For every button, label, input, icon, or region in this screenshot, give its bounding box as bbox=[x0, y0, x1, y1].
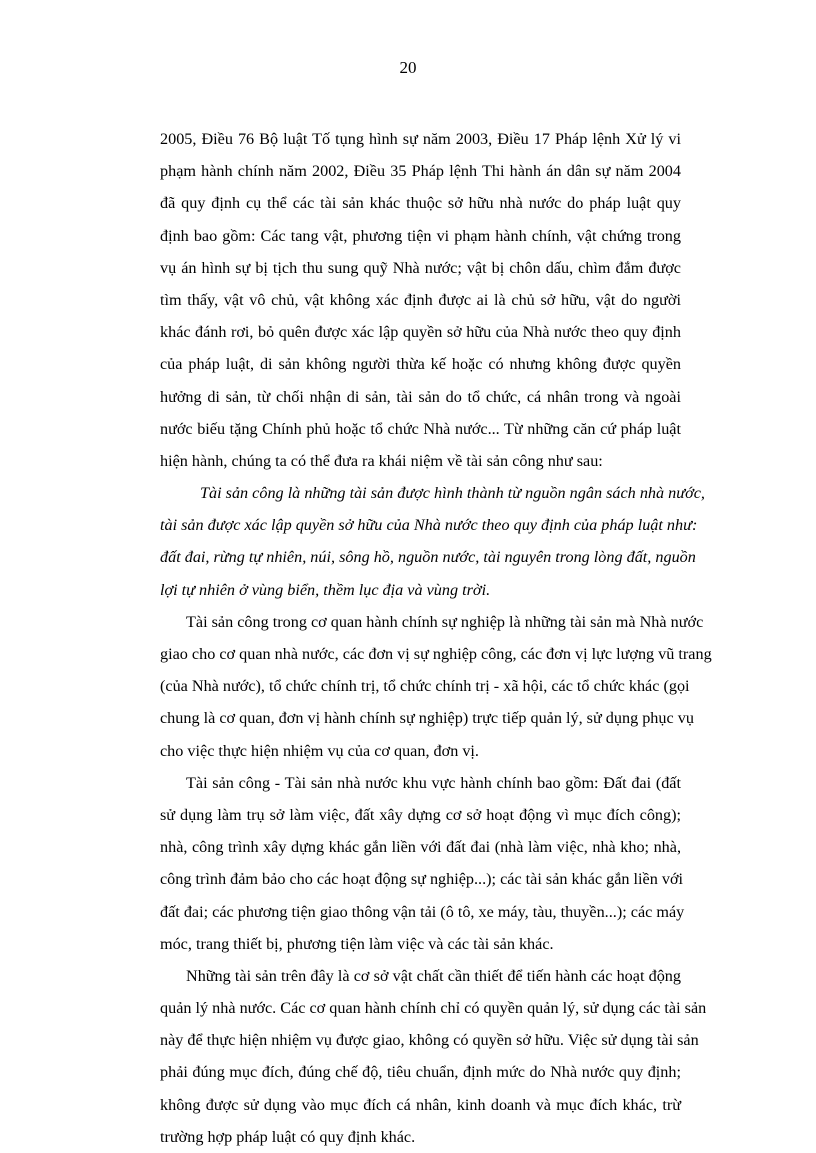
text-line: phải đúng mục đích, đúng chế độ, tiêu chuẩn, định mức do Nhà nước quy định; bbox=[160, 1063, 681, 1082]
definition-paragraph bbox=[160, 477, 705, 606]
text-line: trường hợp pháp luật có quy định khác. bbox=[160, 1127, 416, 1146]
text-line: định bao gồm: Các tang vật, phương tiện vi phạm hành chính, vật chứng trong bbox=[160, 226, 681, 245]
text-line: công trình đảm bảo cho các hoạt động sự nghiệp...); các tài sản khác gắn liền với bbox=[160, 870, 684, 889]
text-line: hưởng di sản, từ chối nhận di sản, tài sản do tổ chức, cá nhân trong và ngoài bbox=[160, 387, 681, 406]
text-line: giao cho cơ quan nhà nước, các đơn vị sự nghiệp công, các đơn vị lực lượng vũ trang bbox=[160, 645, 712, 663]
text-line: tài sản được xác lập quyền sở hữu của Nhà nước theo quy định của pháp luật như: bbox=[160, 516, 698, 535]
paragraph bbox=[160, 123, 681, 477]
text-line: Tài sản công - Tài sản nhà nước khu vực hành chính bao gồm: Đất đai (đất bbox=[186, 773, 681, 792]
text-line: Tài sản công trong cơ quan hành chính sự nghiệp là những tài sản mà Nhà nước bbox=[186, 612, 704, 631]
paragraph bbox=[160, 960, 707, 1153]
text-line: vụ án hình sự bị tịch thu sung quỹ Nhà nước; vật bị chôn dấu, chìm đắm được bbox=[160, 258, 681, 277]
text-line: tìm thấy, vật vô chủ, vật không xác định được ai là chủ sở hữu, vật do người bbox=[160, 290, 681, 309]
text-line: 2005, Điều 76 Bộ luật Tố tụng hình sự năm 2003, Điều 17 Pháp lệnh Xử lý vi bbox=[160, 130, 681, 148]
text-line: đã quy định cụ thể các tài sản khác thuộc sở hữu nhà nước do pháp luật quy bbox=[160, 194, 681, 213]
text-line: này để thực hiện nhiệm vụ được giao, không có quyền sở hữu. Việc sử dụng tài sản bbox=[160, 1031, 699, 1050]
text-line: khác đánh rơi, bỏ quên được xác lập quyền sở hữu của Nhà nước theo quy định bbox=[160, 323, 681, 342]
text-line: Những tài sản trên đây là cơ sở vật chất cần thiết để tiến hành các hoạt động bbox=[186, 966, 681, 985]
text-line: phạm hành chính năm 2002, Điều 35 Pháp lệnh Thi hành án dân sự năm 2004 bbox=[160, 162, 681, 181]
text-line: không được sử dụng vào mục đích cá nhân, kinh doanh và mục đích khác, trừ bbox=[160, 1095, 681, 1114]
text-line: Tài sản công là những tài sản được hình thành từ nguồn ngân sách nhà nước, bbox=[200, 484, 705, 503]
text-line: đất đai, rừng tự nhiên, núi, sông hồ, nguồn nước, tài nguyên trong lòng đất, nguồn bbox=[160, 548, 696, 567]
text-line: lợi tự nhiên ở vùng biển, thềm lục địa và vùng trời. bbox=[160, 580, 491, 599]
text-line: hiện hành, chúng ta có thể đưa ra khái niệm về tài sản công như sau: bbox=[160, 451, 603, 470]
text-line: chung là cơ quan, đơn vị hành chính sự nghiệp) trực tiếp quản lý, sử dụng phục vụ bbox=[160, 709, 694, 728]
paragraph bbox=[160, 606, 712, 767]
page-number: 20 bbox=[399, 58, 417, 77]
text-line: của pháp luật, di sản không người thừa kế hoặc có nhưng không được quyền bbox=[160, 355, 681, 374]
text-line: móc, trang thiết bị, phương tiện làm việc và các tài sản khác. bbox=[160, 934, 554, 953]
text-line: sử dụng làm trụ sở làm việc, đất xây dựng cơ sở hoạt động vì mục đích công); bbox=[160, 805, 681, 824]
text-line: đất đai; các phương tiện giao thông vận tải (ô tô, xe máy, tàu, thuyền...); các máy bbox=[160, 902, 685, 921]
text-line: cho việc thực hiện nhiệm vụ của cơ quan, đơn vị. bbox=[160, 741, 479, 760]
text-line: (của Nhà nước), tổ chức chính trị, tổ chức chính trị - xã hội, các tổ chức khác (gọi bbox=[160, 677, 690, 696]
text-line: quản lý nhà nước. Các cơ quan hành chính chỉ có quyền quản lý, sử dụng các tài sản bbox=[160, 999, 707, 1018]
text-line: nhà, công trình xây dựng khác gắn liền với đất đai (nhà làm việc, nhà kho; nhà, bbox=[160, 838, 681, 857]
document-body bbox=[160, 123, 712, 1153]
text-line: nước biếu tặng Chính phủ hoặc tổ chức Nhà nước... Từ những căn cứ pháp luật bbox=[160, 419, 681, 438]
paragraph bbox=[160, 767, 685, 960]
